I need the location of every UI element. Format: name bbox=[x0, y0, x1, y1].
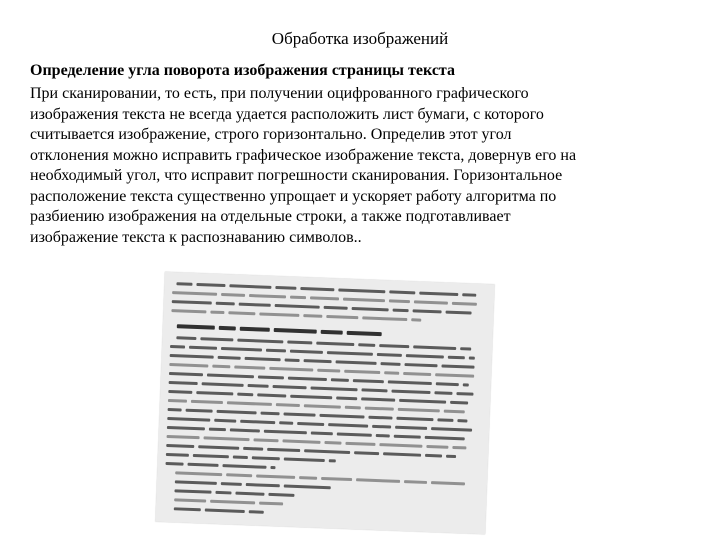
scanned-text-stroke bbox=[259, 312, 299, 317]
scanned-text-stroke bbox=[362, 316, 407, 321]
scanned-text-stroke bbox=[384, 371, 399, 375]
scanned-text-stroke bbox=[436, 382, 459, 386]
scanned-text-stroke bbox=[240, 327, 270, 332]
scanned-text-stroke bbox=[396, 417, 433, 421]
scanned-text-stroke bbox=[393, 309, 409, 313]
scanned-text-stroke bbox=[285, 358, 300, 362]
scanned-text-stroke bbox=[446, 455, 456, 458]
scanned-text-stroke bbox=[406, 354, 444, 358]
scanned-text-stroke bbox=[404, 363, 437, 367]
scanned-text-stroke bbox=[403, 372, 431, 376]
scanned-text-stroke bbox=[209, 428, 226, 432]
scanned-text-stroke bbox=[259, 502, 283, 506]
scanned-text-stroke bbox=[248, 384, 269, 388]
scanned-text-stroke bbox=[212, 365, 230, 369]
scanned-text-stroke bbox=[264, 430, 307, 435]
body-line: считывается изображение, строго горизонтально. Определив этот угол bbox=[30, 126, 512, 143]
scanned-text-stroke bbox=[356, 478, 400, 483]
scanned-text-stroke bbox=[245, 357, 281, 361]
scanned-text-stroke bbox=[365, 407, 394, 411]
scanned-text-stroke bbox=[202, 382, 244, 387]
scanned-text-stroke bbox=[168, 408, 182, 412]
scanned-text-stroke bbox=[229, 284, 271, 289]
scanned-text-stroke bbox=[252, 456, 280, 460]
scanned-text-stroke bbox=[345, 406, 361, 410]
scanned-text-stroke bbox=[331, 378, 349, 382]
body-line: отклонения можно исправить графическое изображение текста, довернув его на bbox=[30, 146, 577, 164]
scanned-text-stroke bbox=[270, 466, 275, 469]
scanned-text-stroke bbox=[170, 354, 214, 359]
scanned-text-stroke bbox=[217, 410, 257, 415]
scanned-text-stroke bbox=[210, 311, 224, 315]
scanned-text-stroke bbox=[379, 443, 422, 448]
scanned-text-stroke bbox=[283, 412, 315, 416]
scanned-text-stroke bbox=[372, 425, 391, 429]
scanned-text-stroke bbox=[237, 339, 283, 344]
scanned-text-stroke bbox=[226, 473, 252, 477]
scanned-text-stroke bbox=[169, 363, 208, 367]
subheading: Определение угла поворота изображения страницы текста bbox=[30, 62, 455, 79]
scanned-text-stroke bbox=[425, 454, 442, 458]
scanned-text-stroke bbox=[310, 296, 339, 300]
scanned-text-stroke bbox=[404, 480, 427, 484]
scanned-text-stroke bbox=[249, 510, 264, 514]
scanned-text-stroke bbox=[344, 370, 380, 374]
scanned-text-stroke bbox=[414, 300, 448, 304]
scanned-text-stroke bbox=[324, 441, 341, 445]
scanned-text-stroke bbox=[394, 435, 421, 439]
scanned-text-stroke bbox=[276, 403, 300, 407]
scanned-text-stroke bbox=[452, 302, 477, 306]
scanned-text-stroke bbox=[189, 346, 217, 350]
scanned-text-stroke bbox=[221, 293, 245, 297]
scanned-text-stroke bbox=[256, 474, 295, 478]
scanned-text-stroke bbox=[347, 331, 382, 336]
scanned-text-stroke bbox=[284, 484, 331, 489]
scanned-text-stroke bbox=[168, 399, 187, 403]
scanned-text-stroke bbox=[186, 409, 213, 413]
scanned-text-stroke bbox=[279, 421, 293, 425]
scanned-text-stroke bbox=[413, 345, 456, 350]
scanned-text-stroke bbox=[282, 439, 320, 443]
scanned-text-stroke bbox=[376, 434, 390, 438]
scanned-text-stroke bbox=[287, 341, 312, 345]
scanned-text-stroke bbox=[269, 367, 313, 372]
scanned-text-stroke bbox=[191, 400, 223, 404]
scanned-text-stroke bbox=[297, 422, 324, 426]
scanned-text-stroke bbox=[233, 456, 248, 460]
scanned-text-stroke bbox=[187, 463, 218, 467]
scanned-text-stroke bbox=[434, 391, 452, 395]
scanned-text-stroke bbox=[311, 386, 358, 391]
scanned-text-stroke bbox=[328, 423, 368, 428]
scanned-text-stroke bbox=[316, 342, 354, 346]
body-line: При сканировании, то есть, при получении оцифрованного графического bbox=[30, 85, 529, 102]
scanned-text-stroke bbox=[219, 326, 236, 331]
scanned-text-stroke bbox=[266, 349, 286, 353]
scanned-text-stroke bbox=[166, 462, 184, 466]
scanned-text-stroke bbox=[275, 286, 296, 290]
scanned-text-stroke bbox=[205, 508, 245, 513]
scanned-text-stroke bbox=[253, 438, 278, 442]
scanned-text-stroke bbox=[169, 381, 198, 385]
scanned-text-stroke bbox=[399, 399, 446, 404]
scanned-text-stroke bbox=[166, 444, 194, 448]
scanned-text-stroke bbox=[221, 347, 262, 352]
scanned-text-stroke bbox=[345, 442, 375, 446]
scanned-text-stroke bbox=[175, 480, 217, 485]
scanned-text-stroke bbox=[435, 373, 474, 377]
scanned-text-stroke bbox=[221, 482, 242, 486]
scanned-text-stroke bbox=[237, 393, 253, 397]
scanned-text-stroke bbox=[303, 314, 322, 318]
scanned-text-stroke bbox=[275, 304, 320, 309]
scanned-text-stroke bbox=[273, 385, 307, 389]
body-line: расположение текста существенно упрощает и ускоряет работу алгоритма по bbox=[30, 187, 557, 205]
scanned-text-stroke bbox=[457, 419, 467, 422]
scanned-text-stroke bbox=[329, 459, 336, 462]
scanned-text-stroke bbox=[210, 500, 255, 505]
scanned-text-stroke bbox=[299, 476, 317, 480]
scanned-text-stroke bbox=[240, 420, 275, 424]
scanned-text-stroke bbox=[462, 293, 476, 297]
scanned-text-stroke bbox=[353, 379, 384, 383]
body-line: изображения текста не всегда удается расположить лист бумаги, с которого bbox=[30, 105, 544, 123]
scanned-text-stroke bbox=[444, 410, 465, 414]
scanned-text-stroke bbox=[304, 359, 332, 363]
scanned-text-stroke bbox=[327, 351, 373, 356]
scanned-text-stroke bbox=[290, 350, 323, 354]
scanned-text-stroke bbox=[214, 419, 236, 423]
slide-title: Обработка изображений bbox=[271, 29, 449, 48]
scanned-text-stroke bbox=[389, 299, 410, 303]
scanned-text-stroke bbox=[239, 303, 271, 307]
scanned-text-stroke bbox=[170, 345, 185, 349]
scanned-text-stroke bbox=[425, 436, 465, 441]
scanned-text-stroke bbox=[388, 380, 432, 385]
scanned-text-stroke bbox=[354, 451, 379, 455]
scanned-text-stroke bbox=[174, 498, 206, 502]
scanned-text-stroke bbox=[361, 388, 387, 392]
scanned-text-stroke bbox=[389, 290, 415, 294]
scanned-text-stroke bbox=[304, 449, 350, 454]
scanned-text-stroke bbox=[419, 292, 458, 296]
scanned-text-stroke bbox=[324, 306, 348, 310]
scanned-text-stroke bbox=[338, 288, 385, 293]
scanned-text-stroke bbox=[177, 324, 215, 329]
scanned-text-stroke bbox=[267, 448, 300, 452]
scanned-text-stroke bbox=[337, 432, 372, 436]
body-line: изображение текста к распознаванию символов.. bbox=[30, 228, 362, 246]
body-line: необходимый угол, что исправит погрешности сканирования. Горизонтальное bbox=[30, 167, 563, 184]
scanned-text-stroke bbox=[431, 481, 465, 485]
scanned-text-stroke bbox=[290, 395, 332, 400]
scanned-text-stroke bbox=[395, 426, 427, 430]
scanned-text-stroke bbox=[175, 471, 222, 476]
scanned-text-stroke bbox=[249, 294, 286, 298]
scanned-text-stroke bbox=[274, 328, 317, 334]
body-paragraph bbox=[30, 84, 696, 248]
scanned-text-stroke bbox=[257, 393, 286, 397]
scanned-text-stroke bbox=[377, 353, 402, 357]
scanned-text-stroke bbox=[398, 408, 440, 413]
scanned-text-stroke bbox=[261, 412, 280, 416]
scanned-text-stroke bbox=[228, 311, 255, 315]
scanned-text-stroke bbox=[343, 298, 385, 303]
scanned-page-image-frame bbox=[150, 278, 510, 533]
scanned-text-stroke bbox=[290, 296, 306, 300]
scanned-text-stroke bbox=[166, 453, 189, 457]
scanned-text-stroke bbox=[383, 452, 421, 456]
scanned-text-stroke bbox=[196, 283, 225, 287]
scanned-text-stroke bbox=[361, 397, 395, 401]
scanned-text-stroke bbox=[258, 375, 284, 379]
scanned-text-stroke bbox=[243, 447, 263, 451]
scanned-text-stroke bbox=[218, 356, 241, 360]
scanned-text-stroke bbox=[463, 383, 469, 386]
scanned-text-stroke bbox=[167, 417, 210, 422]
scanned-text-stroke bbox=[391, 390, 430, 394]
scanned-text-stroke bbox=[222, 464, 266, 469]
scanned-text-stroke bbox=[358, 343, 375, 347]
scanned-text-stroke bbox=[336, 360, 377, 365]
scanned-text-stroke bbox=[196, 391, 233, 395]
scanned-text-stroke bbox=[172, 291, 217, 296]
scanned-text-stroke bbox=[446, 311, 472, 315]
scanned-text-stroke bbox=[230, 428, 260, 432]
scanned-text-stroke bbox=[300, 287, 334, 291]
scanned-text-stroke bbox=[200, 337, 233, 341]
scanned-text-stroke bbox=[176, 282, 192, 286]
scanned-text-stroke bbox=[450, 401, 468, 405]
scanned-text-stroke bbox=[235, 492, 264, 496]
scanned-text-stroke bbox=[379, 344, 409, 348]
scanned-text-stroke bbox=[441, 364, 474, 368]
scanned-text-stroke bbox=[321, 330, 343, 335]
scanned-text-stroke bbox=[172, 300, 212, 305]
scanned-text-stroke bbox=[167, 426, 205, 430]
scanned-text-stroke bbox=[411, 318, 421, 321]
scanned-text-stroke bbox=[284, 457, 325, 462]
scanned-text-stroke bbox=[168, 390, 192, 394]
scanned-text-stroke bbox=[317, 369, 340, 373]
scanned-text-stroke bbox=[319, 414, 364, 419]
scanned-text-stroke bbox=[426, 445, 448, 449]
scanned-text-stroke bbox=[452, 446, 466, 450]
scanned-page-image bbox=[155, 272, 494, 534]
body-line: разбиению изображения на отдельные строки, а также подготавливает bbox=[30, 208, 511, 225]
scanned-text-stroke bbox=[227, 401, 272, 406]
scanned-text-stroke bbox=[456, 392, 473, 396]
scanned-text-stroke bbox=[246, 483, 280, 487]
scanned-text-stroke bbox=[216, 302, 235, 306]
scanned-text-stroke bbox=[268, 493, 294, 497]
scanned-text-stroke bbox=[460, 347, 471, 350]
scanned-text-stroke bbox=[431, 427, 472, 432]
scanned-text-stroke bbox=[311, 431, 333, 435]
scanned-text-stroke bbox=[198, 445, 239, 450]
scanned-text-stroke bbox=[321, 477, 352, 481]
scanned-text-stroke bbox=[469, 356, 475, 359]
scanned-text-stroke bbox=[352, 307, 389, 311]
scanned-text-stroke bbox=[413, 309, 442, 313]
scanned-text-stroke bbox=[167, 435, 200, 439]
scanned-text-stroke bbox=[215, 491, 231, 495]
scanned-text-stroke bbox=[193, 454, 229, 458]
scanned-text-stroke bbox=[336, 396, 357, 400]
scanned-text-stroke bbox=[448, 356, 465, 360]
scanned-text-stroke bbox=[234, 365, 265, 369]
scanned-text-stroke bbox=[326, 315, 358, 319]
scanned-text-stroke bbox=[288, 377, 327, 381]
scanned-text-stroke bbox=[171, 309, 206, 313]
scanned-text-stroke bbox=[207, 373, 254, 378]
scanned-text-stroke bbox=[169, 372, 203, 376]
scanned-text-stroke bbox=[380, 362, 400, 366]
scanned-text-stroke bbox=[174, 489, 211, 493]
scanned-text-stroke bbox=[304, 404, 341, 408]
scanned-text-stroke bbox=[174, 507, 201, 511]
scanned-text-stroke bbox=[204, 436, 250, 441]
scanned-text-stroke bbox=[368, 416, 392, 420]
scanned-text-stroke bbox=[176, 336, 196, 340]
scanned-text-stroke bbox=[437, 418, 453, 422]
